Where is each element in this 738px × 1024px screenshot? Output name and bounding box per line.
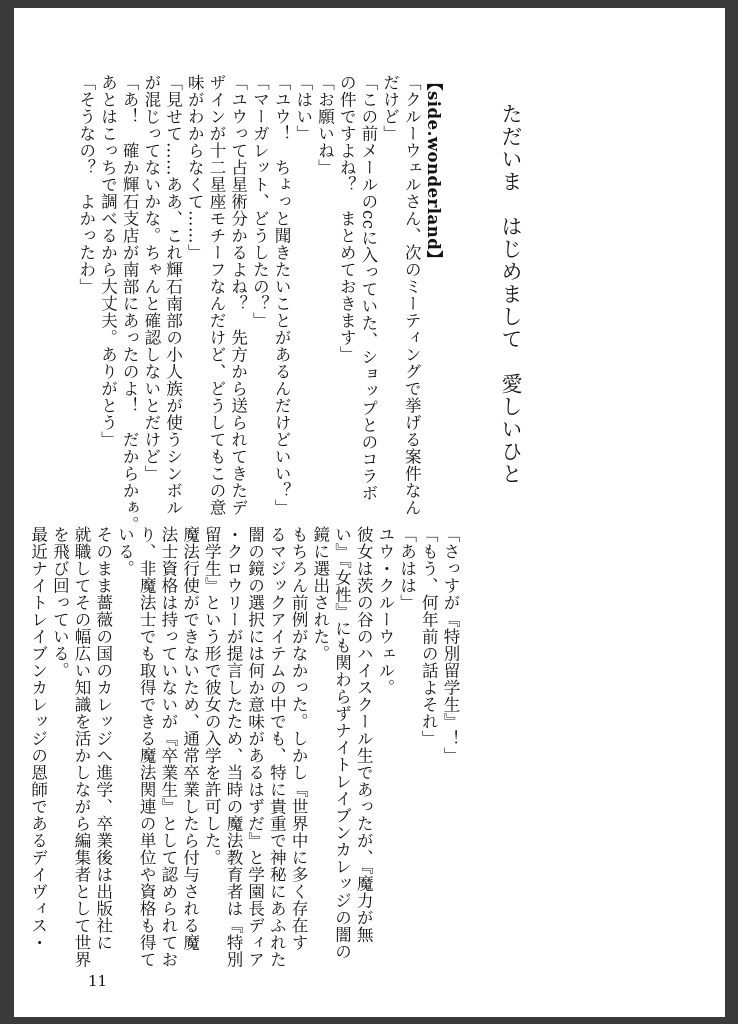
text-line: るマジックアイテムの中でも、特に貴重で神秘にあふれた: [267, 526, 287, 968]
text-line: 「はい」: [293, 74, 313, 142]
text-line: 「ユウ！ ちょっと聞きたいことがあるんだけどいい？」: [272, 74, 292, 516]
text-line: 「見せて……ああ、これ輝石南部の小人族が使うシンボル: [163, 74, 183, 516]
text-line: だけど」: [380, 74, 400, 142]
book-page: [14, 8, 725, 1017]
section-heading: 【side.wonderland】: [424, 74, 443, 268]
text-line: ユウ・クルーウェル。: [375, 526, 395, 696]
lower-text-block: [28, 526, 461, 968]
text-line: 法士資格は持っていないが『卒業生』として認められてお: [158, 526, 178, 968]
text-line: 味がわからなくて……」: [185, 74, 205, 261]
text-line: いる。: [115, 526, 135, 577]
text-line: の件ですよね？ まとめておきます」: [337, 74, 357, 363]
text-line: 鏡に選出された。: [310, 526, 330, 662]
text-line: 「ユウって占星術分かるよね？ 先方から送られてきたデ: [228, 74, 248, 516]
page-number: 11: [88, 972, 108, 990]
text-line: 魔法行使ができないため、通常卒業したら付与される魔: [180, 526, 200, 951]
text-line: い』『女性』にも関わらずナイトレイブンカレッジの闇の: [332, 526, 352, 960]
text-line: 「あはは」: [397, 526, 417, 611]
text-line: ・クロウリーが提言したため、当時の魔法教育者は『特別: [223, 526, 243, 968]
text-line: が混じってないかな。ちゃんと確認しないとだけど」: [141, 74, 161, 482]
text-line: 「クルーウェルさん、次のミーティングで挙げる案件なん: [402, 74, 422, 516]
chapter-title: ただいま はじめまして 愛しいひと: [499, 103, 523, 486]
text-line: り、非魔法士でも取得できる魔法関連の単位や資格も得て: [137, 526, 157, 968]
text-line: 留学生』という形で彼女の入学を許可した。: [202, 526, 222, 866]
text-line: 「お願いね」: [315, 74, 335, 176]
text-line: 闇の鏡の選択には何か意味があるはずだ』と学園長ディア: [245, 526, 265, 968]
text-line: を飛び回っている。: [50, 526, 70, 679]
text-line: あとはこっちで調べるから大丈夫。ありがとう」: [98, 74, 118, 448]
text-line: 「あ！ 確か輝石支店が南部にあったのよ！ だからかぁ。: [120, 74, 140, 533]
text-line: 「マーガレット、どうしたの？」: [250, 74, 270, 329]
text-line: ザインが十二星座モチーフなんだけど、どうしてもこの意: [206, 74, 226, 516]
text-line: 「もう、何年前の話よそれ」: [419, 526, 439, 747]
text-line: 彼女は茨の谷のハイスクール生であったが、『魔力が無: [354, 526, 374, 943]
text-line: 「さっすが『特別留学生』！」: [441, 526, 460, 764]
upper-text-block: [76, 74, 444, 533]
text-line: 最近ナイトレイブンカレッジの恩師であるデイヴィス・: [28, 526, 48, 951]
text-line: 就職してその幅広い知識を活かしながら編集者として世界: [72, 526, 92, 968]
text-line: もちろん前例がなかった。しかし『世界中に多く存在す: [289, 526, 309, 951]
text-line: そのまま薔薇の国のカレッジへ進学、卒業後は出版社に: [93, 526, 113, 951]
text-line: 「この前メールのccに入っていた、ショップとのコラボ: [358, 74, 378, 502]
text-line: 「そうなの？ よかったわ」: [76, 74, 96, 295]
